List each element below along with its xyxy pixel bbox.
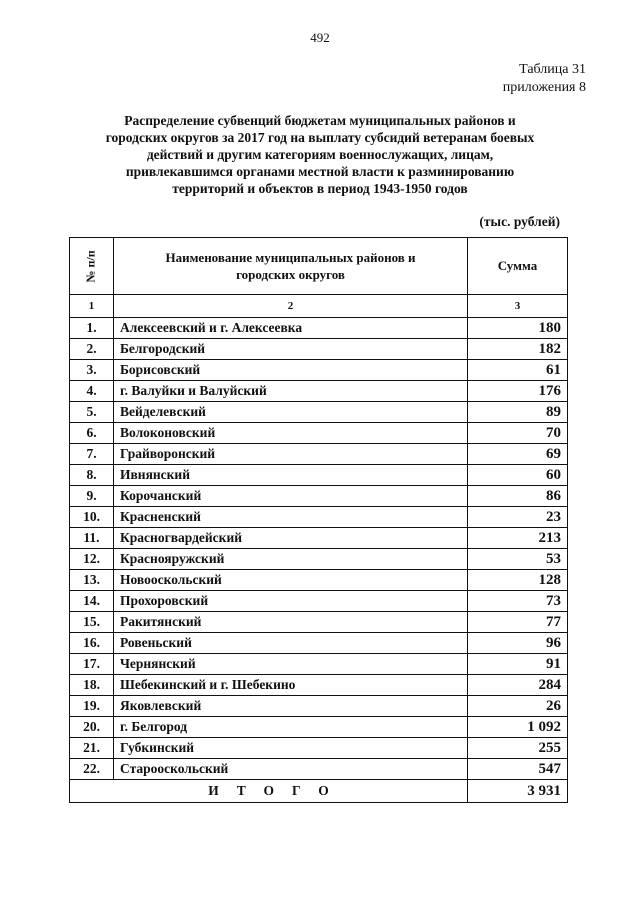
row-sum: 86 xyxy=(468,486,568,507)
subvention-table xyxy=(69,237,568,803)
row-sum: 547 xyxy=(468,759,568,780)
row-name: Вейделевский xyxy=(114,402,468,423)
row-sum: 176 xyxy=(468,381,568,402)
column-number-1: 1 xyxy=(70,295,114,318)
row-sum: 73 xyxy=(468,591,568,612)
title-line4: привлекавшимся органами местной власти к разминированию xyxy=(125,164,515,179)
table-row xyxy=(70,465,568,486)
row-number: 15. xyxy=(70,612,114,633)
row-number: 19. xyxy=(70,696,114,717)
row-number: 14. xyxy=(70,591,114,612)
title-line5: территорий и объектов в период 1943-1950 годов xyxy=(172,181,468,196)
row-sum: 60 xyxy=(468,465,568,486)
row-sum: 180 xyxy=(468,318,568,339)
units-label: (тыс. рублей) xyxy=(479,214,560,229)
title-line1: Распределение субвенций бюджетам муниципальных районов и xyxy=(124,113,516,128)
row-sum: 26 xyxy=(468,696,568,717)
row-name: Чернянский xyxy=(114,654,468,675)
row-sum: 89 xyxy=(468,402,568,423)
row-number: 2. xyxy=(70,339,114,360)
row-name: Новооскольский xyxy=(114,570,468,591)
row-name: Борисовский xyxy=(114,360,468,381)
table-row xyxy=(70,759,568,780)
row-number: 13. xyxy=(70,570,114,591)
row-number: 17. xyxy=(70,654,114,675)
column-number-3: 3 xyxy=(468,295,568,318)
row-number: 6. xyxy=(70,423,114,444)
row-number: 9. xyxy=(70,486,114,507)
row-number: 8. xyxy=(70,465,114,486)
table-row xyxy=(70,360,568,381)
row-number: 21. xyxy=(70,738,114,759)
table-row xyxy=(70,570,568,591)
row-sum: 77 xyxy=(468,612,568,633)
table-row xyxy=(70,486,568,507)
row-sum: 91 xyxy=(468,654,568,675)
row-number: 22. xyxy=(70,759,114,780)
row-number: 12. xyxy=(70,549,114,570)
table-row xyxy=(70,591,568,612)
row-sum: 1 092 xyxy=(468,717,568,738)
title-line2: городских округов за 2017 год на выплату субсидий ветеранам боевых xyxy=(105,130,535,145)
table-row xyxy=(70,549,568,570)
table-row xyxy=(70,318,568,339)
row-name: Красногвардейский xyxy=(114,528,468,549)
page-number: 492 xyxy=(310,30,330,45)
row-number: 10. xyxy=(70,507,114,528)
total-row xyxy=(70,780,568,803)
row-number: 16. xyxy=(70,633,114,654)
row-name: Краснояружский xyxy=(114,549,468,570)
row-name: Яковлевский xyxy=(114,696,468,717)
row-number: 1. xyxy=(70,318,114,339)
table-label-line2: приложения 8 xyxy=(502,80,586,95)
row-name: Ивнянский xyxy=(114,465,468,486)
row-name: Ракитянский xyxy=(114,612,468,633)
row-name: Красненский xyxy=(114,507,468,528)
row-number: 18. xyxy=(70,675,114,696)
table-row xyxy=(70,675,568,696)
table-row xyxy=(70,696,568,717)
table-row xyxy=(70,507,568,528)
row-number: 20. xyxy=(70,717,114,738)
row-name: Ровеньский xyxy=(114,633,468,654)
header-sum: Сумма xyxy=(468,238,568,295)
row-sum: 182 xyxy=(468,339,568,360)
column-number-2: 2 xyxy=(114,295,468,318)
table-header-row xyxy=(70,238,568,295)
row-sum: 69 xyxy=(468,444,568,465)
row-sum: 53 xyxy=(468,549,568,570)
row-name: Корочанский xyxy=(114,486,468,507)
row-sum: 70 xyxy=(468,423,568,444)
header-name-line2: городских округов xyxy=(236,267,345,282)
header-number xyxy=(70,238,114,295)
row-sum: 23 xyxy=(468,507,568,528)
table-row xyxy=(70,402,568,423)
total-label: ИТОГО xyxy=(70,780,468,803)
title-line3: действий и другим категориям военнослужащих, лицам, xyxy=(146,147,494,162)
row-sum: 61 xyxy=(468,360,568,381)
header-number-text: № п/п xyxy=(83,250,98,283)
table-row xyxy=(70,633,568,654)
row-name: Алексеевский и г. Алексеевка xyxy=(114,318,468,339)
row-name: Губкинский xyxy=(114,738,468,759)
header-name-line1: Наименование муниципальных районов и xyxy=(165,250,416,265)
document-title xyxy=(70,112,570,197)
table-row xyxy=(70,444,568,465)
header-name xyxy=(114,238,468,295)
row-sum: 128 xyxy=(468,570,568,591)
total-sum: 3 931 xyxy=(468,780,568,803)
row-number: 7. xyxy=(70,444,114,465)
row-name: г. Белгород xyxy=(114,717,468,738)
table-row xyxy=(70,612,568,633)
table-row xyxy=(70,423,568,444)
table-label-line1: Таблица 31 xyxy=(519,62,586,77)
row-name: Старооскольский xyxy=(114,759,468,780)
row-sum: 213 xyxy=(468,528,568,549)
table-row xyxy=(70,381,568,402)
row-number: 11. xyxy=(70,528,114,549)
row-sum: 255 xyxy=(468,738,568,759)
row-name: Прохоровский xyxy=(114,591,468,612)
row-name: г. Валуйки и Валуйский xyxy=(114,381,468,402)
table-row xyxy=(70,339,568,360)
row-sum: 96 xyxy=(468,633,568,654)
row-number: 5. xyxy=(70,402,114,423)
row-number: 4. xyxy=(70,381,114,402)
row-name: Шебекинский и г. Шебекино xyxy=(114,675,468,696)
table-row xyxy=(70,528,568,549)
row-sum: 284 xyxy=(468,675,568,696)
row-name: Белгородский xyxy=(114,339,468,360)
row-number: 3. xyxy=(70,360,114,381)
table-row xyxy=(70,717,568,738)
row-name: Волоконовский xyxy=(114,423,468,444)
row-name: Грайворонский xyxy=(114,444,468,465)
table-row xyxy=(70,738,568,759)
column-numbers-row xyxy=(70,295,568,318)
table-row xyxy=(70,654,568,675)
